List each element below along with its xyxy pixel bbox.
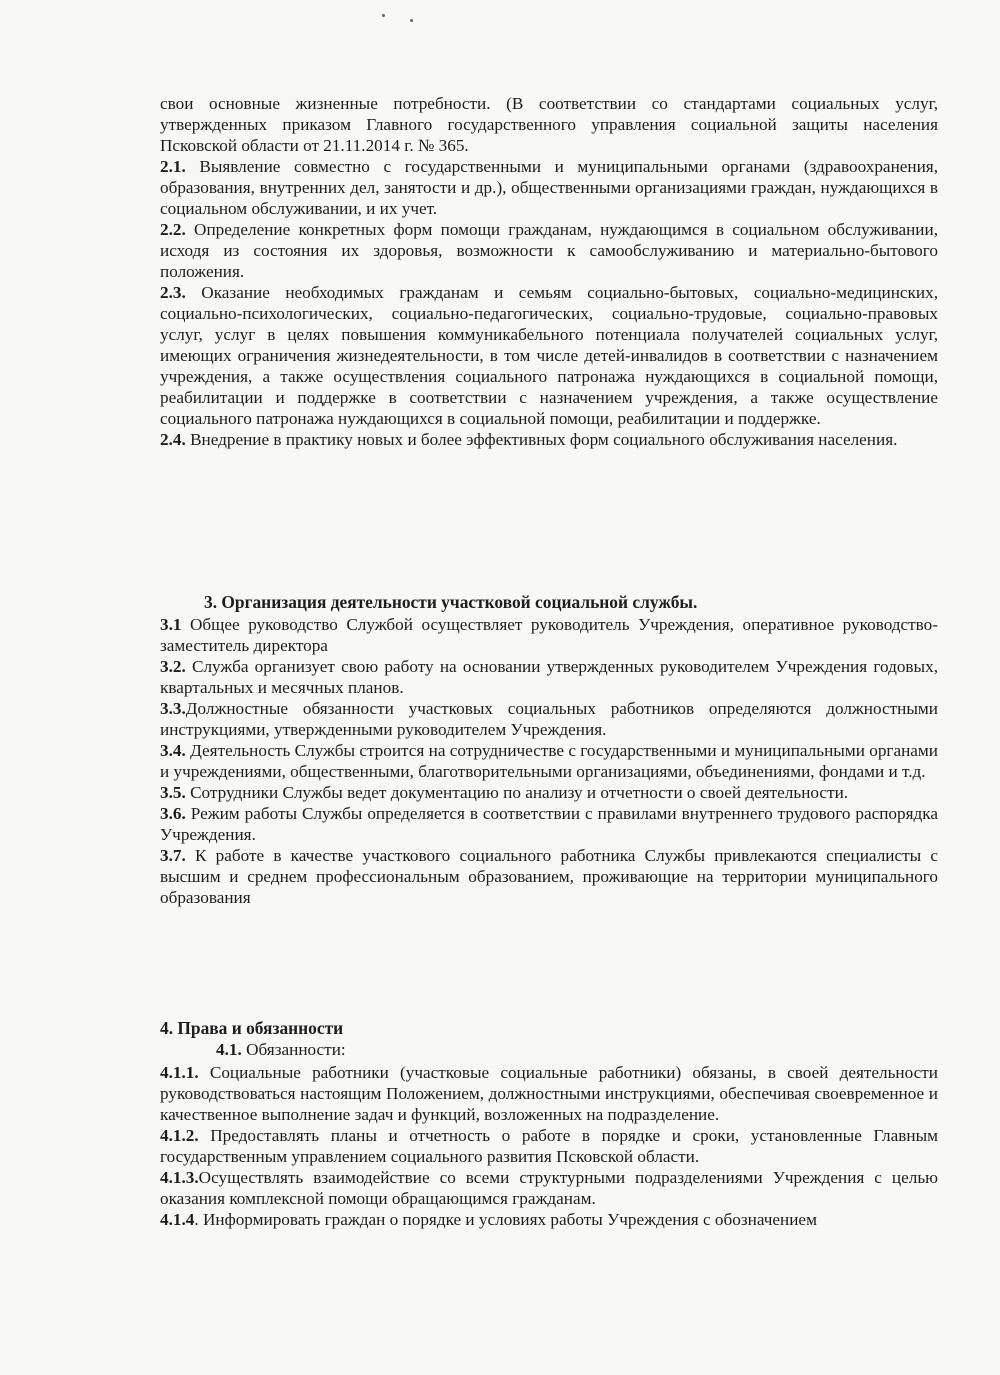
paragraph-2-3	[160, 282, 938, 429]
paragraph-number: 3.3.	[160, 699, 186, 718]
paragraph-4-1-3	[160, 1167, 938, 1209]
paragraph-text: Социальные работники (участковые социальные работники) обязаны, в своей деятельности руководствоваться настоящим Положением, должностными инструкциями, обеспечивая своевременное и качественное выполнение задач и функций, возложенных на подразделение.	[160, 1063, 938, 1124]
paragraph-text: Выявление совместно с государственными и муниципальными органами (здравоохранения, образования, внутренних дел, занятости и др.), общественными организациями граждан, нуждающихся в социальном обслуживании, и их учет.	[160, 157, 938, 218]
paragraph-text: Деятельность Службы строится на сотрудничестве с государственными и муниципальными органами и учреждениями, общественными, благотворительными организациями, объединениями, фондами и т.д.	[160, 741, 938, 781]
paragraph-text: . Информировать граждан о порядке и условиях работы Учреждения с обозначением	[194, 1210, 817, 1229]
scan-speck	[382, 14, 385, 17]
paragraph-number: 4.1.	[216, 1040, 242, 1059]
section-2-block	[160, 93, 938, 450]
paragraph-text: К работе в качестве участкового социального работника Службы привлекаются специалисты с высшим и среднем профессиональным образованием, проживающие на территории муниципального образования	[160, 846, 938, 907]
paragraph-text: Определение конкретных форм помощи гражданам, нуждающимся в социальном обслуживании, исходя из состояния их здоровья, возможности к самообслуживанию и материально-бытового положения.	[160, 220, 938, 281]
paragraph-text: Обязанности:	[241, 1040, 346, 1059]
paragraph-text: Служба организует свою работу на основании утвержденных руководителем Учреждения годовых, квартальных и месячных планов.	[160, 657, 938, 697]
section-4-block	[160, 1062, 938, 1230]
paragraph-2-4	[160, 429, 938, 450]
paragraph-3-3	[160, 698, 938, 740]
section-4-heading: 4. Права и обязанности	[160, 1018, 344, 1038]
paragraph-2-2	[160, 219, 938, 282]
paragraph-3-7	[160, 845, 938, 908]
paragraph-number: 4.1.4	[160, 1210, 195, 1229]
paragraph-number: 4.1.3.	[160, 1168, 199, 1187]
paragraph-text: Внедрение в практику новых и более эффективных форм социального обслуживания населения.	[185, 430, 898, 449]
paragraph-3-1	[160, 614, 938, 656]
paragraph-text: Предоставлять планы и отчетность о работе в порядке и сроки, установленные Главным государственным управлением социального развития Псковской области.	[160, 1126, 938, 1166]
paragraph-3-5	[160, 782, 938, 803]
paragraph-text: Сотрудники Службы ведет документацию по анализу и отчетности о своей деятельности.	[185, 783, 849, 802]
paragraph-2-1	[160, 156, 938, 219]
paragraph-3-2	[160, 656, 938, 698]
paragraph-3-6	[160, 803, 938, 845]
paragraph-text: Осуществлять взаимодействие со всеми структурными подразделениями Учреждения с целью оказания комплексной помощи обращающимся гражданам.	[160, 1168, 938, 1208]
paragraph-number: 4.1.1.	[160, 1063, 199, 1082]
paragraph-text: Общее руководство Службой осуществляет руководитель Учреждения, оперативное руководство- заместитель директора	[160, 615, 938, 655]
paragraph-number: 2.2.	[160, 220, 186, 239]
section-3-block	[160, 614, 938, 908]
paragraph-number: 3.2.	[160, 657, 186, 676]
paragraph-number: 4.1.2.	[160, 1126, 199, 1145]
paragraph-number: 3.7.	[160, 846, 186, 865]
paragraph-number: 3.5.	[160, 783, 186, 802]
paragraph-text: Должностные обязанности участковых социальных работников определяются должностными инструкциями, утвержденными руководителем Учреждения.	[160, 699, 938, 739]
subsection-4-1-heading	[216, 1040, 346, 1060]
paragraph-number: 2.3.	[160, 283, 186, 302]
section-3-heading: 3. Организация деятельности участковой социальной службы.	[204, 592, 698, 612]
scan-speck	[410, 19, 413, 22]
paragraph-3-4	[160, 740, 938, 782]
paragraph-4-1-2	[160, 1125, 938, 1167]
paragraph-number: 3.4.	[160, 741, 186, 760]
paragraph-number: 3.6.	[160, 804, 186, 823]
paragraph-4-1-4	[160, 1209, 938, 1230]
paragraph-number: 2.1.	[160, 157, 186, 176]
paragraph-text: Оказание необходимых гражданам и семьям социально-бытовых, социально-медицинских, социально-психологических, социально-педагогических, социально-трудовые, социально-правовых услуг, услуг в целях повышения коммуникабельного потенциала получателей социальных услуг, имеющих ограничения жизнедеятельности, в том числе детей-инвалидов в соответствии с назначением учреждения, а также осуществления социального патронажа нуждающихся в социальной помощи, реабилитации и поддержке в соответствии с назначением учреждения, а также осуществление социального патронажа нуждающихся в социальной помощи, реабилитации и поддержке.	[160, 283, 938, 428]
paragraph-number: 3.1	[160, 615, 182, 634]
intro-paragraph: свои основные жизненные потребности. (В соответствии со стандартами социальных услуг, утвержденных приказом Главного государственного управления социальной защиты населения Псковской области от 21.11.2014 г. № 365.	[160, 94, 938, 155]
paragraph-text: Режим работы Службы определяется в соответствии с правилами внутреннего трудового распорядка Учреждения.	[160, 804, 938, 844]
paragraph-number: 2.4.	[160, 430, 186, 449]
paragraph-4-1-1	[160, 1062, 938, 1125]
